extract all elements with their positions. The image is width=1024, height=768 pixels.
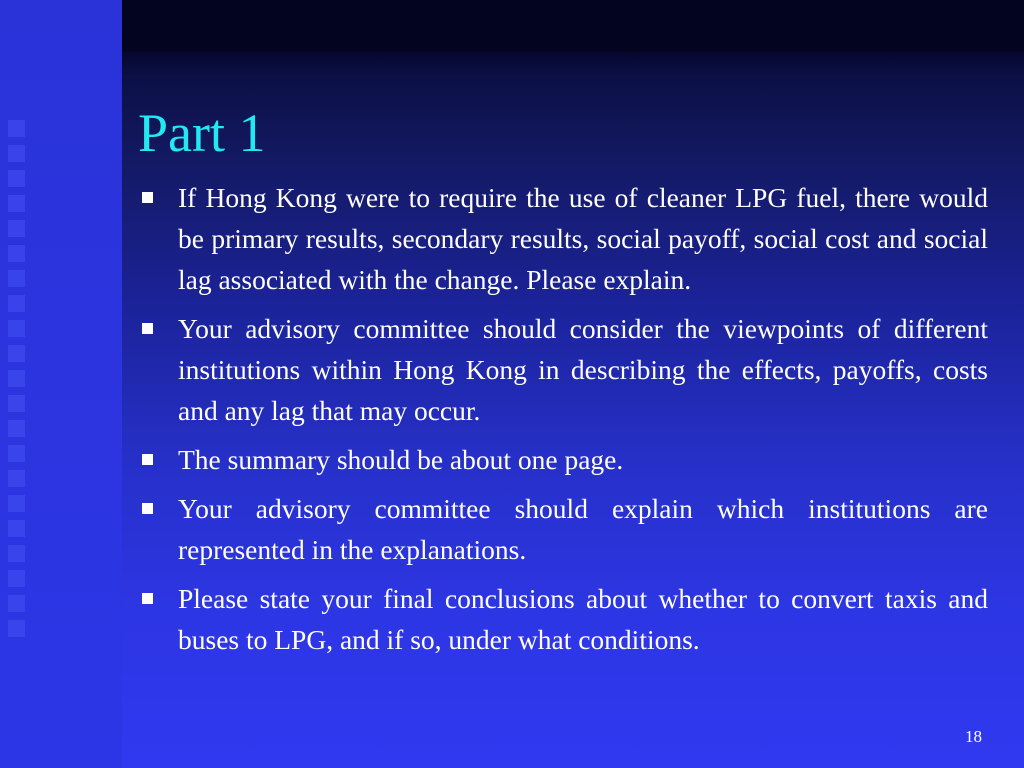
decorative-square	[8, 470, 25, 487]
decorative-square	[8, 570, 25, 587]
decorative-square-column	[8, 120, 26, 637]
decorative-square	[8, 495, 25, 512]
bullet-item	[138, 177, 988, 300]
decorative-square	[8, 220, 25, 237]
decorative-square	[8, 620, 25, 637]
bullet-item	[138, 439, 988, 480]
bullet-text: If Hong Kong were to require the use of cleaner LPG fuel, there would be primary results, secondary results, social payoff, social cost and social lag associated with the change. Please explain.	[178, 182, 988, 295]
bullet-text: Your advisory committee should explain which institutions are represented in the explanations.	[178, 493, 988, 565]
decorative-square	[8, 245, 25, 262]
bullet-text: Your advisory committee should consider the viewpoints of different institutions within Hong Kong in describing the effects, payoffs, costs and any lag that may occur.	[178, 313, 988, 426]
decorative-square	[8, 195, 25, 212]
decorative-square	[8, 370, 25, 387]
bullet-item	[138, 488, 988, 570]
bullet-list	[138, 177, 988, 668]
decorative-square	[8, 595, 25, 612]
square-bullet-icon	[142, 192, 153, 203]
decorative-square	[8, 270, 25, 287]
decorative-square	[8, 345, 25, 362]
decorative-square	[8, 395, 25, 412]
decorative-square	[8, 145, 25, 162]
slide-number: 18	[965, 727, 982, 746]
slide-title: Part 1	[138, 103, 266, 163]
square-bullet-icon	[142, 323, 153, 334]
square-bullet-icon	[142, 593, 153, 604]
bullet-item	[138, 308, 988, 431]
left-decorative-strip	[0, 0, 122, 768]
decorative-square	[8, 320, 25, 337]
square-bullet-icon	[142, 503, 153, 514]
decorative-square	[8, 420, 25, 437]
decorative-square	[8, 170, 25, 187]
top-dark-band	[122, 0, 1024, 52]
decorative-square	[8, 445, 25, 462]
square-bullet-icon	[142, 454, 153, 465]
decorative-square	[8, 120, 25, 137]
decorative-square	[8, 520, 25, 537]
decorative-square	[8, 295, 25, 312]
bullet-item	[138, 578, 988, 660]
decorative-square	[8, 545, 25, 562]
bullet-text: The summary should be about one page.	[178, 444, 624, 475]
bullet-text: Please state your final conclusions about whether to convert taxis and buses to LPG, and if so, under what conditions.	[178, 583, 988, 655]
